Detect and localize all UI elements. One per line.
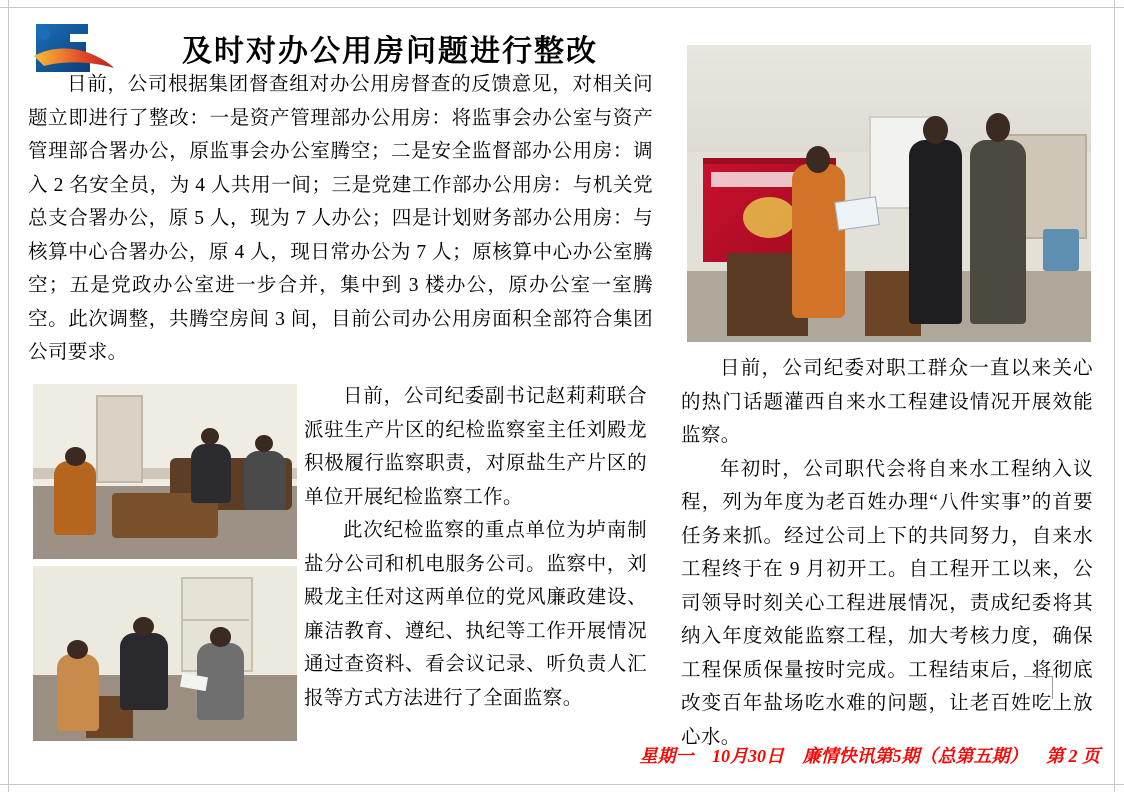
company-logo-icon [30, 22, 116, 74]
article-left-bottom [304, 380, 647, 715]
photo-discipline-inspection-office [33, 566, 297, 741]
paragraph: 日前，公司根据集团督查组对办公用房督查的反馈意见，对相关问题立即进行了整改：一是资产管理部办公用房：将监事会办公室与资产管理部合署办公，原监事会办公室腾空；二是安全监督部办公用房：调入 2 名安全员，为 4 人共用一间；三是党建工作部办公用房：与机关党总支合署办公，原 5 人，现为 7 人办公；四是计划财务部办公用房：与核算中心合署办公，原 4 人，现日常办公为 7 人；原核算中心办公室腾空；五是党政办公室进一步合并，集中到 3 楼办公，原办公室一室腾空。此次调整，共腾空房间 3 间，目前公司办公用房面积全部符合集团公司要求。 [28, 74, 653, 363]
article-left-top [28, 68, 653, 370]
page-border-top [0, 7, 1124, 8]
paragraph: 年初时，公司职代会将自来水工程纳入议程，列为年度为老百姓办理“八件实事”的首要任务来抓。经过公司上下的共同努力，自来水工程终于在 9 月初开工。自工程开工以来，公司领导时刻关心工程进展情况，责成纪委将其纳入年度效能监察工程，加大考核力度，确保工程保质保量按时完成。工程结束后，将彻底改变百年盐场吃水难的问题，让老百姓吃上放心水。 [681, 458, 1093, 748]
footer-date: 10月30日 [712, 746, 784, 766]
paragraph: 日前，公司纪委副书记赵莉莉联合派驻生产片区的纪检监察室主任刘殿龙积极履行监察职责，对原盐生产片区的单位开展纪检监察工作。 [304, 386, 647, 508]
footer-publication: 廉情快讯第5期（总第五期） [802, 746, 1028, 766]
photo-discipline-inspection-interview [33, 384, 297, 559]
footer-weekday: 星期一 [639, 746, 694, 766]
page-border-left [8, 0, 9, 792]
page-border-bottom [0, 784, 1124, 785]
paragraph: 此次纪检监察的重点单位为垆南制盐分公司和机电服务公司。监察中，刘殿龙主任对这两单位的党风廉政建设、廉洁教育、遵纪、执纪等工作开展情况通过查资料、看会议记录、听负责人汇报等方式方法进行了全面监察。 [304, 520, 647, 709]
page-border-right [1114, 0, 1115, 792]
photo-office-inspection-meeting [687, 45, 1091, 342]
corner-mark [1024, 676, 1053, 699]
page-title: 及时对办公用房问题进行整改 [182, 35, 598, 68]
footer-page-number: 第 2 页 [1046, 746, 1100, 766]
paragraph: 日前，公司纪委对职工群众一直以来关心的热门话题灌西自来水工程建设情况开展效能监察。 [681, 358, 1093, 446]
footer [0, 742, 1100, 768]
